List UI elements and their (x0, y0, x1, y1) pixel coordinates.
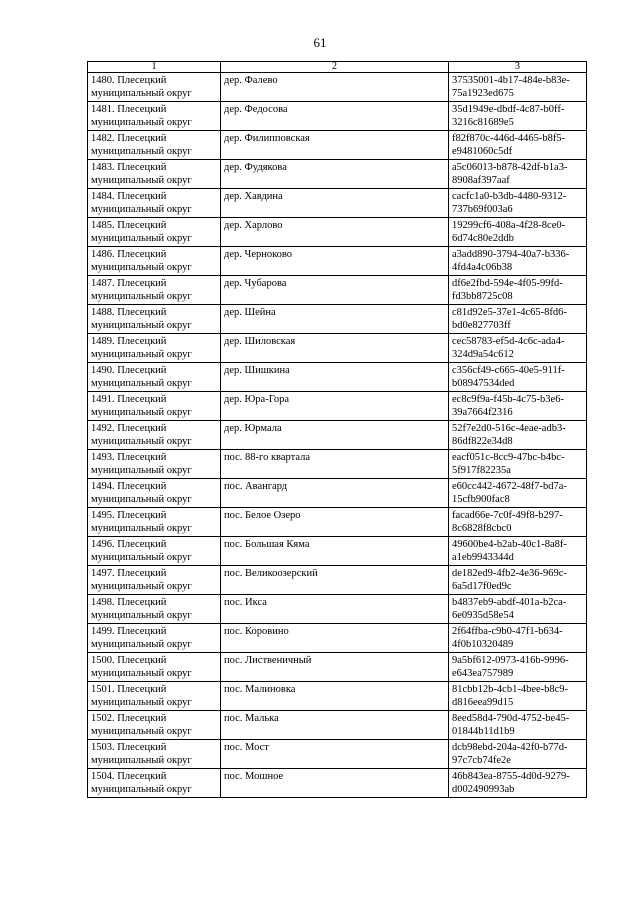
guid-line: 6e0935d58e54 (452, 610, 514, 621)
guid-line: 6a5d17f0ed9c (452, 581, 512, 592)
settlement-name: дер. Шейна (224, 307, 276, 318)
municipality-line: 1501. Плесецкий (91, 684, 167, 695)
municipality-cell (88, 479, 221, 508)
settlement-cell (221, 595, 449, 624)
guid-line: 37535001-4b17-484e-b83e- (452, 75, 570, 86)
guid-cell (449, 421, 587, 450)
municipality-line: муниципальный округ (91, 755, 192, 766)
municipality-cell (88, 769, 221, 798)
settlement-name: пос. Малиновка (224, 684, 296, 695)
municipality-line: муниципальный округ (91, 320, 192, 331)
table-row (88, 711, 587, 740)
settlement-name: дер. Шиловская (224, 336, 296, 347)
settlement-cell (221, 131, 449, 160)
municipality-line: 1491. Плесецкий (91, 394, 167, 405)
municipality-cell (88, 363, 221, 392)
table-row (88, 189, 587, 218)
settlement-name: дер. Харлово (224, 220, 283, 231)
municipality-line: 1499. Плесецкий (91, 626, 167, 637)
municipality-cell (88, 508, 221, 537)
settlement-cell (221, 682, 449, 711)
settlement-cell (221, 740, 449, 769)
settlement-name: пос. Большая Кяма (224, 539, 310, 550)
guid-line: fd3bb8725c08 (452, 291, 513, 302)
municipality-line: муниципальный округ (91, 639, 192, 650)
guid-cell (449, 740, 587, 769)
table-row (88, 682, 587, 711)
settlement-cell (221, 73, 449, 102)
settlement-name: пос. Икса (224, 597, 267, 608)
municipality-line: муниципальный округ (91, 262, 192, 273)
guid-line: 15cfb900fac8 (452, 494, 510, 505)
guid-line: cacfc1a0-b3db-4480-9312- (452, 191, 567, 202)
settlement-name: дер. Федосова (224, 104, 288, 115)
guid-cell (449, 537, 587, 566)
guid-line: 737b69f003a6 (452, 204, 513, 215)
guid-line: a1eb9943344d (452, 552, 514, 563)
municipality-cell (88, 740, 221, 769)
guid-cell (449, 189, 587, 218)
municipality-line: муниципальный округ (91, 784, 192, 795)
guid-line: 4fd4a4c06b38 (452, 262, 513, 273)
column-header-3: 3 (449, 62, 587, 73)
settlement-cell (221, 305, 449, 334)
table-row (88, 131, 587, 160)
municipality-line: муниципальный округ (91, 552, 192, 563)
settlement-cell (221, 276, 449, 305)
settlement-name: дер. Фалево (224, 75, 278, 86)
table-row (88, 160, 587, 189)
municipality-cell (88, 102, 221, 131)
guid-cell (449, 682, 587, 711)
table-row (88, 392, 587, 421)
guid-line: de182ed9-4fb2-4e36-969c- (452, 568, 567, 579)
municipality-line: 1504. Плесецкий (91, 771, 167, 782)
guid-line: a5c06013-b878-42df-b1a3- (452, 162, 568, 173)
table-row (88, 508, 587, 537)
municipality-line: 1497. Плесецкий (91, 568, 167, 579)
settlement-name: пос. Лиственичный (224, 655, 312, 666)
guid-line: 19299cf6-408a-4f28-8ce0- (452, 220, 566, 231)
table-row (88, 421, 587, 450)
table-row (88, 247, 587, 276)
municipality-line: 1490. Плесецкий (91, 365, 167, 376)
settlement-cell (221, 334, 449, 363)
municipality-line: 1485. Плесецкий (91, 220, 167, 231)
municipality-cell (88, 450, 221, 479)
guid-cell (449, 276, 587, 305)
settlement-name: пос. 88-го квартала (224, 452, 311, 463)
guid-cell (449, 392, 587, 421)
guid-line: df6e2fbd-594e-4f05-99fd- (452, 278, 563, 289)
municipality-line: 1494. Плесецкий (91, 481, 167, 492)
municipality-line: муниципальный округ (91, 581, 192, 592)
municipality-cell (88, 276, 221, 305)
municipality-line: 1488. Плесецкий (91, 307, 167, 318)
municipality-cell (88, 218, 221, 247)
guid-cell (449, 102, 587, 131)
guid-line: 324d9a54c612 (452, 349, 514, 360)
municipality-line: 1482. Плесецкий (91, 133, 167, 144)
column-header-2: 2 (221, 62, 449, 73)
settlement-cell (221, 566, 449, 595)
guid-line: a3add890-3794-40a7-b336- (452, 249, 570, 260)
settlement-cell (221, 421, 449, 450)
municipality-line: муниципальный округ (91, 726, 192, 737)
guid-cell (449, 508, 587, 537)
municipality-cell (88, 595, 221, 624)
guid-line: 01844b11d1b9 (452, 726, 515, 737)
table-row (88, 363, 587, 392)
municipality-line: муниципальный округ (91, 697, 192, 708)
municipality-line: 1481. Плесецкий (91, 104, 167, 115)
municipality-line: муниципальный округ (91, 204, 192, 215)
guid-cell (449, 479, 587, 508)
guid-line: 8908af397aaf (452, 175, 510, 186)
table-row (88, 305, 587, 334)
guid-cell (449, 73, 587, 102)
guid-cell (449, 450, 587, 479)
guid-line: 3216c81689e5 (452, 117, 514, 128)
guid-line: cec58783-ef5d-4c6c-ada4- (452, 336, 565, 347)
settlement-name: пос. Мост (224, 742, 269, 753)
municipality-cell (88, 392, 221, 421)
settlement-cell (221, 189, 449, 218)
municipality-cell (88, 131, 221, 160)
settlement-name: дер. Шишкина (224, 365, 290, 376)
municipality-line: муниципальный округ (91, 378, 192, 389)
guid-line: 5f917f82235a (452, 465, 511, 476)
municipality-line: 1486. Плесецкий (91, 249, 167, 260)
table-body (88, 73, 587, 798)
municipality-line: муниципальный округ (91, 494, 192, 505)
settlement-cell (221, 160, 449, 189)
municipality-line: муниципальный округ (91, 146, 192, 157)
settlement-name: дер. Филипповская (224, 133, 310, 144)
settlement-cell (221, 624, 449, 653)
guid-line: d002490993ab (452, 784, 515, 795)
municipality-cell (88, 73, 221, 102)
municipality-line: муниципальный округ (91, 291, 192, 302)
registry-table (87, 61, 587, 798)
settlement-name: пос. Великоозерский (224, 568, 318, 579)
municipality-cell (88, 334, 221, 363)
municipality-line: муниципальный округ (91, 407, 192, 418)
guid-line: bd0e827703ff (452, 320, 511, 331)
guid-line: facad66e-7c0f-49f8-b297- (452, 510, 563, 521)
guid-cell (449, 334, 587, 363)
municipality-cell (88, 305, 221, 334)
municipality-line: 1503. Плесецкий (91, 742, 167, 753)
municipality-line: муниципальный округ (91, 175, 192, 186)
municipality-cell (88, 682, 221, 711)
table-row (88, 566, 587, 595)
guid-line: e60cc442-4672-48f7-bd7a- (452, 481, 567, 492)
table-row (88, 595, 587, 624)
guid-line: eacf051c-8cc9-47bc-b4bc- (452, 452, 565, 463)
guid-cell (449, 566, 587, 595)
settlement-cell (221, 450, 449, 479)
table-row (88, 537, 587, 566)
guid-cell (449, 363, 587, 392)
settlement-name: дер. Юрмала (224, 423, 282, 434)
guid-line: 4f0b10320489 (452, 639, 514, 650)
settlement-name: дер. Юра-Гора (224, 394, 290, 405)
municipality-line: 1492. Плесецкий (91, 423, 167, 434)
guid-cell (449, 624, 587, 653)
guid-cell (449, 711, 587, 740)
guid-line: 52f7e2d0-516c-4eae-adb3- (452, 423, 566, 434)
municipality-cell (88, 537, 221, 566)
guid-line: 46b843ea-8755-4d0d-9279- (452, 771, 570, 782)
municipality-line: муниципальный округ (91, 436, 192, 447)
municipality-cell (88, 653, 221, 682)
settlement-cell (221, 392, 449, 421)
guid-cell (449, 653, 587, 682)
guid-cell (449, 247, 587, 276)
municipality-line: 1484. Плесецкий (91, 191, 167, 202)
settlement-cell (221, 508, 449, 537)
settlement-name: пос. Коровино (224, 626, 289, 637)
table-row (88, 218, 587, 247)
municipality-line: 1483. Плесецкий (91, 162, 167, 173)
guid-line: 97c7cb74fe2e (452, 755, 511, 766)
table-row (88, 73, 587, 102)
settlement-name: пос. Белое Озеро (224, 510, 301, 521)
municipality-cell (88, 624, 221, 653)
municipality-line: 1496. Плесецкий (91, 539, 167, 550)
municipality-line: 1500. Плесецкий (91, 655, 167, 666)
table-row (88, 624, 587, 653)
guid-cell (449, 131, 587, 160)
settlement-name: дер. Чубарова (224, 278, 287, 289)
municipality-cell (88, 421, 221, 450)
guid-line: b4837eb9-abdf-401a-b2ca- (452, 597, 567, 608)
guid-line: e643ea757989 (452, 668, 514, 679)
settlement-cell (221, 102, 449, 131)
municipality-line: муниципальный округ (91, 523, 192, 534)
municipality-line: 1495. Плесецкий (91, 510, 167, 521)
municipality-line: 1487. Плесецкий (91, 278, 167, 289)
guid-line: b08947534ded (452, 378, 515, 389)
municipality-line: муниципальный округ (91, 88, 192, 99)
settlement-name: дер. Фудякова (224, 162, 287, 173)
municipality-line: муниципальный округ (91, 610, 192, 621)
guid-line: 9a5bf612-0973-416b-9996- (452, 655, 569, 666)
table-row (88, 450, 587, 479)
table-row (88, 102, 587, 131)
guid-line: d816eea99d15 (452, 697, 514, 708)
settlement-cell (221, 479, 449, 508)
settlement-cell (221, 711, 449, 740)
guid-line: 8c6828f8cbc0 (452, 523, 512, 534)
municipality-line: муниципальный округ (91, 349, 192, 360)
guid-line: f82f870c-446d-4465-b8f5- (452, 133, 566, 144)
municipality-line: муниципальный округ (91, 465, 192, 476)
municipality-line: 1493. Плесецкий (91, 452, 167, 463)
guid-line: c81d92e5-37e1-4c65-8fd6- (452, 307, 567, 318)
guid-cell (449, 160, 587, 189)
municipality-line: 1480. Плесецкий (91, 75, 167, 86)
settlement-cell (221, 218, 449, 247)
settlement-cell (221, 537, 449, 566)
guid-line: 75a1923ed675 (452, 88, 514, 99)
guid-cell (449, 218, 587, 247)
settlement-name: дер. Черноково (224, 249, 293, 260)
guid-line: 2f64ffba-c9b0-47f1-b634- (452, 626, 563, 637)
guid-line: e9481060c5df (452, 146, 513, 157)
table-row (88, 769, 587, 798)
settlement-name: пос. Авангард (224, 481, 288, 492)
municipality-line: муниципальный округ (91, 668, 192, 679)
settlement-cell (221, 653, 449, 682)
municipality-cell (88, 247, 221, 276)
municipality-line: муниципальный округ (91, 117, 192, 128)
guid-line: 8eed58d4-790d-4752-be45- (452, 713, 570, 724)
municipality-line: 1498. Плесецкий (91, 597, 167, 608)
guid-line: c356cf49-c665-40e5-911f- (452, 365, 565, 376)
settlement-name: пос. Мошное (224, 771, 284, 782)
settlement-cell (221, 363, 449, 392)
municipality-cell (88, 566, 221, 595)
table-row (88, 653, 587, 682)
municipality-line: 1502. Плесецкий (91, 713, 167, 724)
settlement-cell (221, 769, 449, 798)
guid-cell (449, 305, 587, 334)
table-row (88, 334, 587, 363)
guid-cell (449, 595, 587, 624)
guid-line: 86df822e34d8 (452, 436, 513, 447)
guid-line: 39a7664f2316 (452, 407, 513, 418)
table-row (88, 276, 587, 305)
page-number: 61 (313, 35, 327, 50)
municipality-cell (88, 189, 221, 218)
guid-line: 6d74c80e2ddb (452, 233, 514, 244)
table-row (88, 740, 587, 769)
column-header-1: 1 (88, 62, 221, 73)
settlement-name: дер. Хавдина (224, 191, 283, 202)
guid-line: dcb98ebd-204a-42f0-b77d- (452, 742, 568, 753)
guid-line: ec8c9f9a-f45b-4c75-b3e6- (452, 394, 564, 405)
settlement-name: пос. Малька (224, 713, 279, 724)
municipality-line: 1489. Плесецкий (91, 336, 167, 347)
guid-line: 35d1949e-dbdf-4c87-b0ff- (452, 104, 565, 115)
municipality-cell (88, 160, 221, 189)
settlement-cell (221, 247, 449, 276)
guid-line: 81cbb12b-4cb1-4bee-b8c9- (452, 684, 569, 695)
guid-line: 49600be4-b2ab-40c1-8a8f- (452, 539, 567, 550)
table-header-row (88, 62, 587, 73)
municipality-line: муниципальный округ (91, 233, 192, 244)
guid-cell (449, 769, 587, 798)
table-row (88, 479, 587, 508)
municipality-cell (88, 711, 221, 740)
